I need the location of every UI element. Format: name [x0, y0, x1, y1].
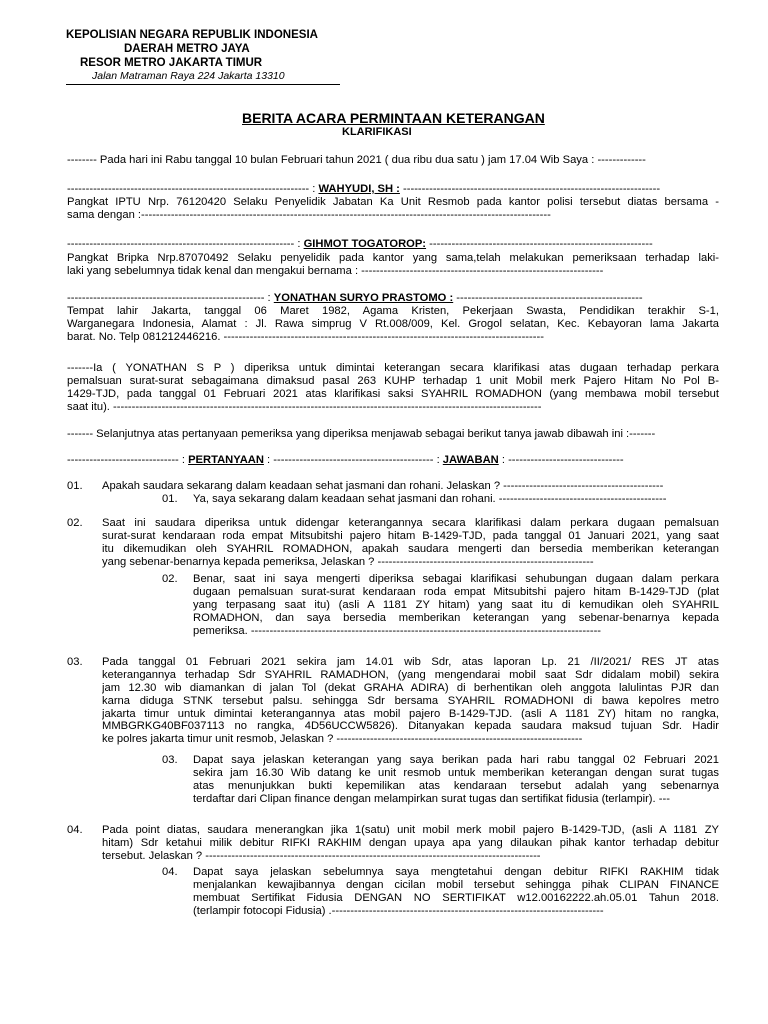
- answer-text: [193, 866, 719, 918]
- examiner-lead: ----------------------------------------------------------------- :: [67, 183, 319, 195]
- answer-line: pemeriksa. ----------------------------------------------------------------------------------------------: [193, 624, 602, 637]
- examiner-name: WAHYUDI, SH :: [318, 183, 400, 195]
- question-line: Pada point diatas, saudara menerangkan jika 1(satu) unit mobil merk mobil pajero B-1429-TJD, (asli A 1181 ZY: [102, 824, 719, 836]
- subject-name-line: [67, 292, 719, 304]
- answer-line: ROMADHON, dan saya bersedia memberikan keterangan yang sebenar-benarnya kepada: [193, 611, 719, 624]
- question-line: ke polres jakarta timur unit resmob, Jelaskan ? ------------------------------------------------------------------: [102, 733, 583, 746]
- co-examiner-detail-line: laki yang sebelumnya tidak kenal dan mengakui bernama : -----------------------------------------------------------------: [67, 264, 604, 277]
- answer-line: Dapat saya jelaskan keterangan yang saya berikan pada hari rabu tanggal 02 Februari 2021: [193, 754, 719, 766]
- qa-header-tail: : -------------------------------: [498, 454, 624, 466]
- answer-line: Dapat saya jelaskan sebelumnya saya mengtetahui dengan debitur RIFKI RAKHIM tidak: [193, 866, 719, 878]
- question-line: jakarta timur untuk dimintai keterangannya atas mobil pajero B-1429-TJD. (asli A 1181 ZY) hitam no rangka,: [102, 707, 719, 720]
- question-number: 04.: [67, 824, 83, 836]
- question-line: itu dikemudikan oleh SYAHRIL ROMADHON, apakah saudara mengerti dan bersedia memberikan keterangan: [102, 542, 719, 555]
- answer-text: [193, 493, 719, 506]
- subject-detail-line: Tempat lahir Jakarta, tanggal 06 Maret 1982, Agama Kristen, Pekerjaan Swasta, Pendidikan terakhir S-1,: [67, 305, 719, 317]
- header-line-3: RESOR METRO JAKARTA TIMUR: [80, 57, 263, 69]
- subject-name: YONATHAN SURYO PRASTOMO :: [273, 292, 454, 304]
- qa-header-answer: JAWABAN: [442, 454, 499, 466]
- document-title: BERITA ACARA PERMINTAAN KETERANGAN: [242, 110, 545, 126]
- examiner-detail-line: Pangkat IPTU Nrp. 76120420 Selaku Penyelidik Jabatan Ka Unit Resmob pada kantor polisi tersebut diatas bersama -: [67, 196, 719, 208]
- answer-text: [193, 754, 719, 806]
- answer-number: 01.: [162, 493, 178, 505]
- answer-line: yang terpasang saat itu) (asli A 1181 ZY hitam) yang saat itu di kemudikan oleh SYAHRIL: [193, 598, 719, 611]
- co-examiner-details: [67, 252, 719, 278]
- answer-line: dugaan pemalsuan surat-surat kendaraan roda empat Mitsubitshi pajero hitam B-1429-TJD (plat: [193, 585, 719, 598]
- subject-tail: --------------------------------------------------: [453, 292, 643, 304]
- answer-line: sekira jam 16.30 Wib datang ke unit resmob untuk memberikan keterangan dengan surat tugas: [193, 766, 719, 779]
- co-examiner-name: GIHMOT TOGATOROP:: [303, 238, 427, 250]
- qa-header: [67, 454, 719, 466]
- question-line: jam 12.30 wib diamankan di jalan Tol (dekat GRAHA ADIRA) di berhentikan oleh anggota lalulintas PJR dan: [102, 681, 719, 694]
- question-number: 03.: [67, 656, 83, 668]
- question-line: Saat ini saudara diperiksa untuk didengar keterangannya secara klarifikasi dalam perkara dugaan pemalsuan: [102, 517, 719, 529]
- question-number: 02.: [67, 517, 83, 529]
- examiner-name-line: [67, 183, 719, 195]
- answer-line: Benar, saat ini saya mengerti diperiksa sebagai klarifikasi sehubungan dugaan dalam perkara: [193, 573, 719, 585]
- qa-header-question: PERTANYAAN: [188, 454, 264, 466]
- opening-text: -------- Pada hari ini Rabu tanggal 10 bulan Februari tahun 2021 ( dua ribu dua satu ) jam 17.04 Wib Saya : -------------: [67, 154, 646, 166]
- question-text: [102, 824, 719, 863]
- question-text: [102, 517, 719, 569]
- co-examiner-tail: ------------------------------------------------------------: [426, 238, 653, 250]
- question-line: tersebut. Jelaskan ? ------------------------------------------------------------------------------------------: [102, 849, 541, 862]
- answer-line: menjalankan kewajibannya dengan cicilan mobil tersebut sehingga pihak CLIPAN FINANCE: [193, 878, 719, 891]
- intro-line: pemalsuan surat-surat sebagaimana dimaksud pasal 263 KUHP terhadap 1 unit Mobil merk Pajero Hitam No Pol B-: [67, 374, 719, 387]
- question-line: hitam) Sdr ketahui milik debitur RIFKI RAKHIM dengan upaya apa yang dilaukan pihak kantor terhadap debitur: [102, 836, 719, 849]
- header-line-1: KEPOLISIAN NEGARA REPUBLIK INDONESIA: [66, 29, 318, 41]
- question-line: Pada tanggal 01 Februari 2021 sekira jam 14.01 wib Sdr, atas laporan Lp. 21 /II/2021/ RES JT atas: [102, 656, 719, 668]
- opening-line: [67, 154, 719, 167]
- header-address: Jalan Matraman Raya 224 Jakarta 13310: [92, 70, 285, 82]
- question-text: [102, 480, 719, 493]
- answer-line: terdaftar dari Clipan finance dengan melampirkan surat tugas dan sertifikat fidusia (terlampir). ---: [193, 792, 670, 805]
- answer-text: [193, 573, 719, 637]
- answer-number: 04.: [162, 866, 178, 878]
- co-examiner-lead: ------------------------------------------------------------- :: [67, 238, 304, 250]
- qa-header-lead: ------------------------------ :: [67, 454, 189, 466]
- question-number: 01.: [67, 480, 83, 492]
- question-line: keterangannya terhadap Sdr SYAHRIL RAMADHON, (yang mengendarai mobil saat Sdr didalam mobil) sekira: [102, 668, 719, 681]
- header-underline: [66, 84, 340, 85]
- intro-line: 1429-TJD, pada tanggal 01 Februari 2021 atas klarifikasi saksi SYAHRIL ROMADHON (yang membawa mobil tersebut: [67, 387, 719, 400]
- answer-number: 02.: [162, 573, 178, 585]
- examiner-tail: ---------------------------------------------------------------------: [399, 183, 661, 195]
- qa-header-mid: : ------------------------------------------- :: [263, 454, 443, 466]
- next-line-text: ------- Selanjutnya atas pertanyaan pemeriksa yang diperiksa menjawab sebagai berikut tanya jawab dibawah ini :-------: [67, 428, 656, 440]
- header-line-2: DAERAH METRO JAYA: [124, 43, 250, 55]
- examiner-detail-line: sama dengan :--------------------------------------------------------------------------------------------------------------: [67, 208, 551, 221]
- answer-line: atas menunjukkan bukti kepemilikan atas kendaraan tersebut adalah yang sebenarnya: [193, 779, 719, 792]
- question-line: karna diduga STNK tersebut palsu. sehingga Sdr bersama SYAHRIL ROMADHONI di bawa kepolres metro: [102, 694, 719, 707]
- answer-line: Ya, saya sekarang dalam keadaan sehat jasmani dan rohani. ---------------------------------------------: [193, 493, 667, 505]
- next-line: [67, 428, 719, 441]
- question-text: [102, 656, 719, 746]
- question-line: MMBGRKG40BF037113 no rangka, 4D56UCCW5826). Ditanyakan kepada saudara maksud tujuan Sdr. Hadir: [102, 720, 719, 733]
- examiner-details: [67, 196, 719, 222]
- question-line: yang sebenar-benarnya kepada pemeriksa, Jelaskan ? ----------------------------------------------------------: [102, 555, 594, 568]
- co-examiner-name-line: [67, 238, 719, 250]
- intro-paragraph: [67, 362, 719, 414]
- document-subtitle: KLARIFIKASI: [342, 126, 412, 138]
- subject-detail-line: barat. No. Telp 081212446216. --------------------------------------------------------------------------------------: [67, 330, 544, 343]
- answer-number: 03.: [162, 754, 178, 766]
- answer-line: membuat Sertifikat Fidusia DENGAN NO SERTIFIKAT w12.00162222.ah.05.01 Tahun 2018.: [193, 891, 719, 904]
- intro-line: saat itu). -------------------------------------------------------------------------------------------------------------------: [67, 400, 542, 413]
- answer-line: (terlampir fotocopi Fidusia) .-------------------------------------------------------------------------: [193, 904, 604, 917]
- question-line: surat-surat kendaraan roda empat Mitsubitshi pajero hitam B-1429-TJD, pada tanggal 01 Januari 2021, yang saat: [102, 529, 719, 542]
- subject-details: [67, 305, 719, 344]
- co-examiner-detail-line: Pangkat Bripka Nrp.87070492 Selaku penyelidik pada kantor yang sama,telah melakukan pemeriksaan terhadap laki-: [67, 252, 719, 264]
- subject-detail-line: Warganegara Indonesia, Alamat : Jl. Rawa simprug V Rt.008/009, Kel. Grogol selatan, Kec. Kebayoran lama Jakarta: [67, 317, 719, 330]
- intro-line: -------Ia ( YONATHAN S P ) diperiksa untuk dimintai keterangan secara klarifikasi atas dugaan terhadap perkara: [67, 362, 719, 374]
- question-line: Apakah saudara sekarang dalam keadaan sehat jasmani dan rohani. Jelaskan ? -------------------------------------------: [102, 480, 664, 492]
- subject-lead: ----------------------------------------------------- :: [67, 292, 274, 304]
